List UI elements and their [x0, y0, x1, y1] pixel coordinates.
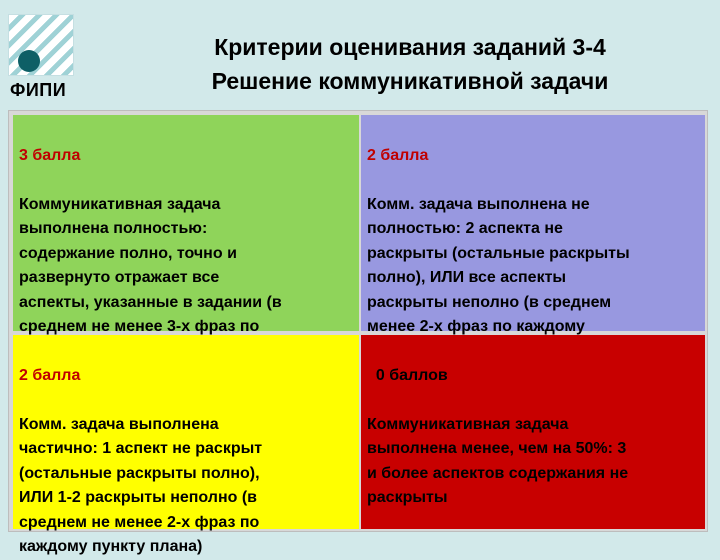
criterion-score: 2 балла: [367, 146, 429, 164]
page-title: [150, 30, 670, 98]
logo-circle-icon: [18, 50, 40, 72]
criterion-description: Комм. задача выполнена частично: 1 аспект не раскрыт (остальные раскрыты полно), ИЛИ 1-2 раскрыты неполно (в среднем не менее 2-х фраз по каждому пункту плана): [19, 415, 263, 555]
title-line-1: Критерии оценивания заданий 3-4: [214, 34, 606, 60]
title-line-2: Решение коммуникативной задачи: [211, 68, 609, 94]
criterion-description: Комм. задача выполнена не полностью: 2 аспекта не раскрыты (остальные раскрыты полно), ИЛИ все аспекты раскрыты неполно (в среднем менее 2-х фраз по каждому: [367, 195, 630, 335]
criterion-score: 2 балла: [19, 366, 81, 384]
logo-stripes-icon: [8, 14, 74, 76]
criterion-3-points: [13, 115, 359, 335]
criterion-0-points: [361, 335, 705, 529]
fipi-logo: [8, 14, 74, 102]
criterion-2-points-b: [13, 335, 359, 555]
logo-text: ФИПИ: [10, 80, 67, 100]
criterion-description: Коммуникативная задача выполнена полностью: содержание полно, точно и развернуто отражает все аспекты, указанные в задании (в среднем не менее 3-х фраз по: [19, 195, 282, 335]
criterion-score: 3 балла: [19, 146, 81, 164]
criteria-table: [8, 110, 708, 555]
criterion-description: Коммуникативная задача выполнена менее, чем на 50%: 3 и более аспектов содержания не раскрыты: [367, 415, 629, 506]
criterion-score: 0 баллов: [367, 366, 448, 384]
criterion-2-points-a: [361, 115, 705, 335]
